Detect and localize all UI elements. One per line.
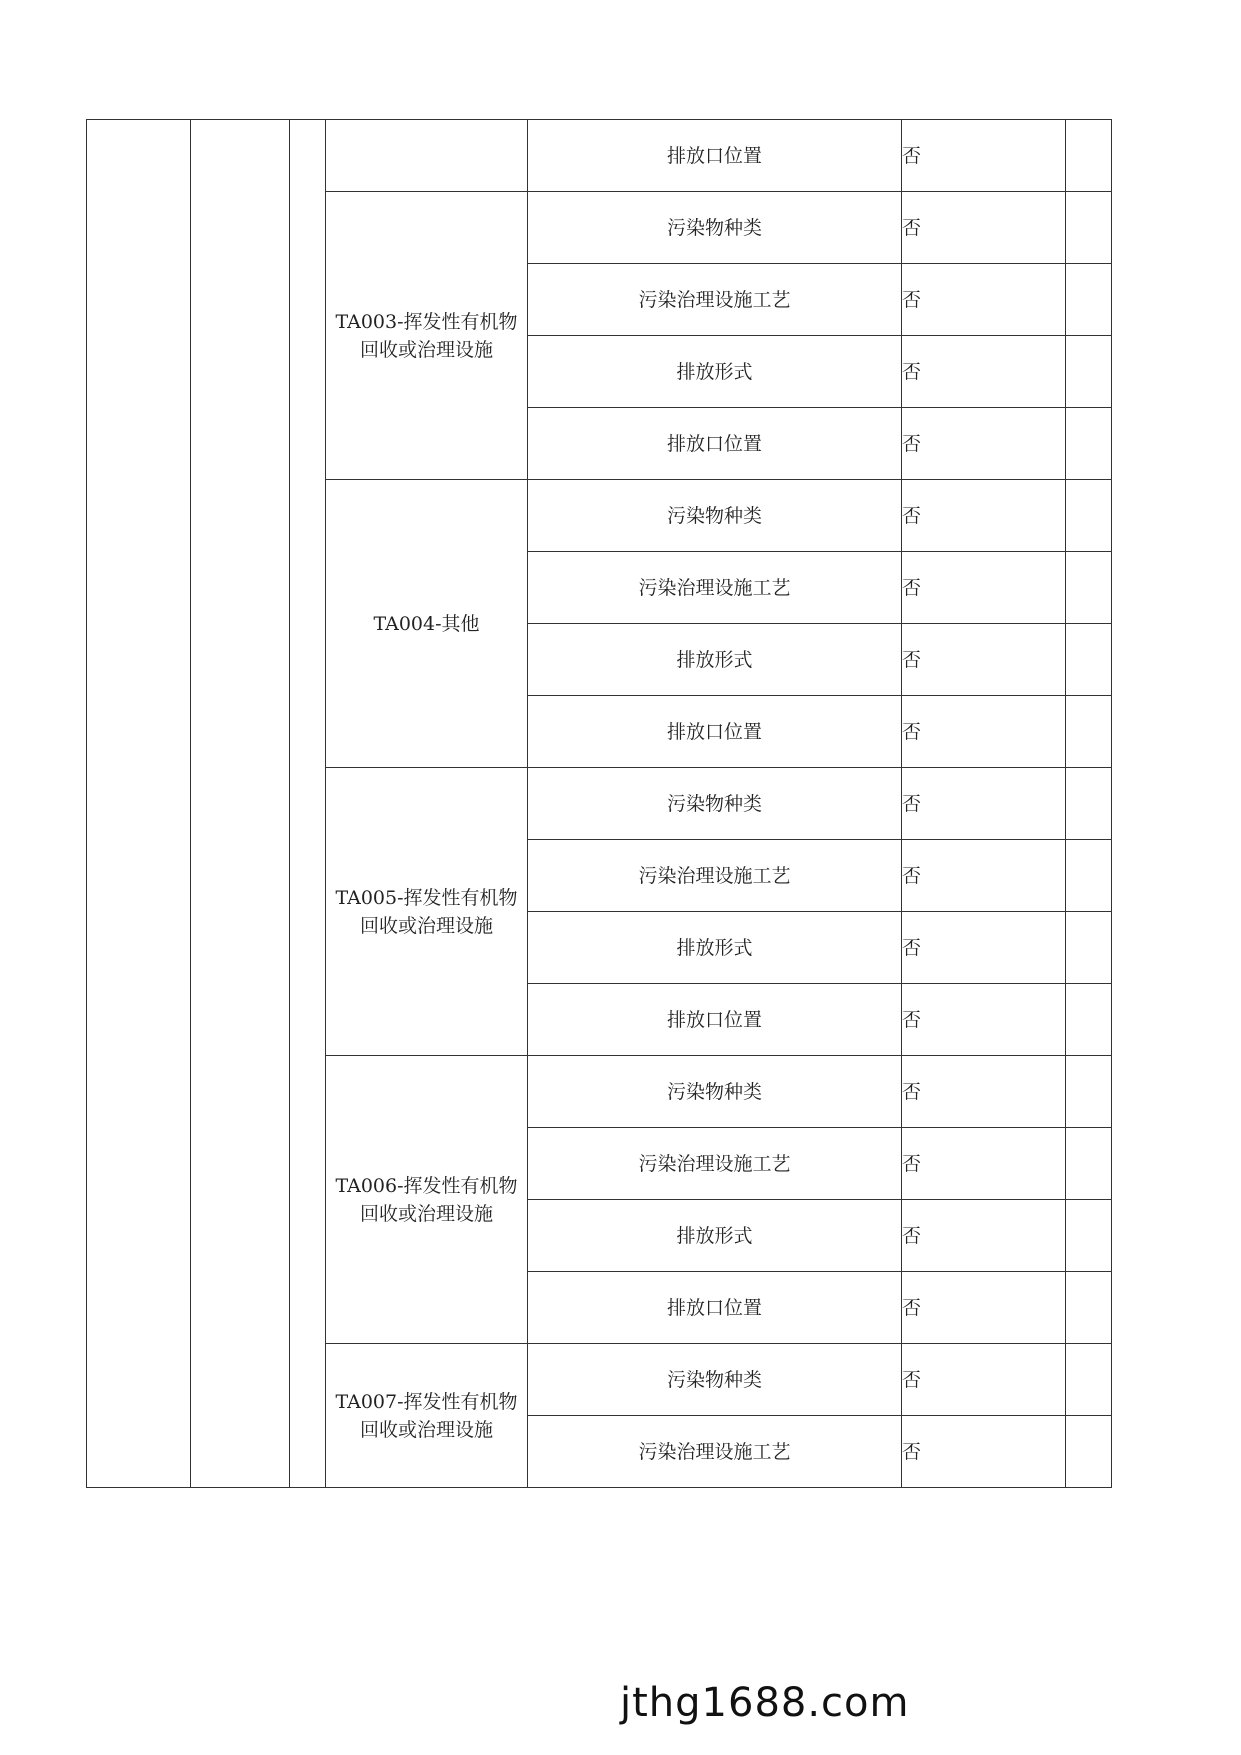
remarks-cell [1066,480,1112,552]
subcategory-cell [191,120,290,1488]
remarks-cell [1066,1200,1112,1272]
facility-name-line: 回收或治理设施 [359,1418,493,1441]
table-row [87,120,1112,192]
change-item-label: 排放口位置 [528,408,902,480]
category-cell [87,120,191,1488]
change-item-value: 否 [902,768,1066,840]
change-item-label: 污染治理设施工艺 [528,840,902,912]
change-item-label: 污染治理设施工艺 [528,552,902,624]
facility-name-cell [326,1344,528,1488]
change-item-label: 排放口位置 [528,120,902,192]
change-item-label: 污染物种类 [528,768,902,840]
remarks-cell [1066,408,1112,480]
facility-name-cell [326,120,528,192]
change-item-value: 否 [902,1200,1066,1272]
remarks-cell [1066,696,1112,768]
change-item-value: 否 [902,984,1066,1056]
change-item-value: 否 [902,840,1066,912]
change-item-value: 否 [902,912,1066,984]
facility-name-line: TA003-挥发性有机物 [335,310,518,333]
site-watermark: jthg1688.com [620,1680,910,1726]
facility-name-cell [326,1056,528,1344]
facility-name-cell [326,192,528,480]
facility-name-line: 回收或治理设施 [359,1202,493,1225]
permit-change-table [86,119,1112,1488]
change-item-value: 否 [902,480,1066,552]
remarks-cell [1066,1344,1112,1416]
change-item-value: 否 [902,552,1066,624]
change-item-value: 否 [902,120,1066,192]
remarks-cell [1066,984,1112,1056]
remarks-cell [1066,264,1112,336]
change-item-label: 污染治理设施工艺 [528,1416,902,1488]
remarks-cell [1066,912,1112,984]
change-item-label: 排放形式 [528,1200,902,1272]
change-item-value: 否 [902,192,1066,264]
change-item-value: 否 [902,1416,1066,1488]
facility-name-cell [326,480,528,768]
change-item-value: 否 [902,336,1066,408]
change-item-value: 否 [902,696,1066,768]
change-item-value: 否 [902,264,1066,336]
remarks-cell [1066,624,1112,696]
change-item-label: 排放形式 [528,912,902,984]
change-item-label: 排放口位置 [528,984,902,1056]
remarks-cell [1066,120,1112,192]
change-item-value: 否 [902,1272,1066,1344]
change-item-label: 污染物种类 [528,1056,902,1128]
index-cell [290,120,326,1488]
facility-name-line: 回收或治理设施 [359,914,493,937]
remarks-cell [1066,1272,1112,1344]
remarks-cell [1066,840,1112,912]
change-item-label: 排放口位置 [528,1272,902,1344]
change-item-value: 否 [902,624,1066,696]
change-item-label: 排放形式 [528,624,902,696]
remarks-cell [1066,336,1112,408]
remarks-cell [1066,768,1112,840]
facility-name-cell [326,768,528,1056]
change-item-label: 污染物种类 [528,1344,902,1416]
change-item-value: 否 [902,1128,1066,1200]
change-item-value: 否 [902,1344,1066,1416]
facility-name-line: TA004-其他 [373,612,480,635]
change-item-label: 排放口位置 [528,696,902,768]
remarks-cell [1066,1416,1112,1488]
change-item-value: 否 [902,1056,1066,1128]
change-item-label: 污染治理设施工艺 [528,264,902,336]
change-item-label: 污染治理设施工艺 [528,1128,902,1200]
facility-name-line: TA006-挥发性有机物 [335,1174,518,1197]
change-item-label: 污染物种类 [528,192,902,264]
remarks-cell [1066,552,1112,624]
change-item-label: 污染物种类 [528,480,902,552]
facility-name-line: TA007-挥发性有机物 [335,1390,518,1413]
remarks-cell [1066,192,1112,264]
change-item-value: 否 [902,408,1066,480]
facility-name-line: TA005-挥发性有机物 [335,886,518,909]
remarks-cell [1066,1056,1112,1128]
remarks-cell [1066,1128,1112,1200]
change-item-label: 排放形式 [528,336,902,408]
facility-name-line: 回收或治理设施 [359,338,493,361]
